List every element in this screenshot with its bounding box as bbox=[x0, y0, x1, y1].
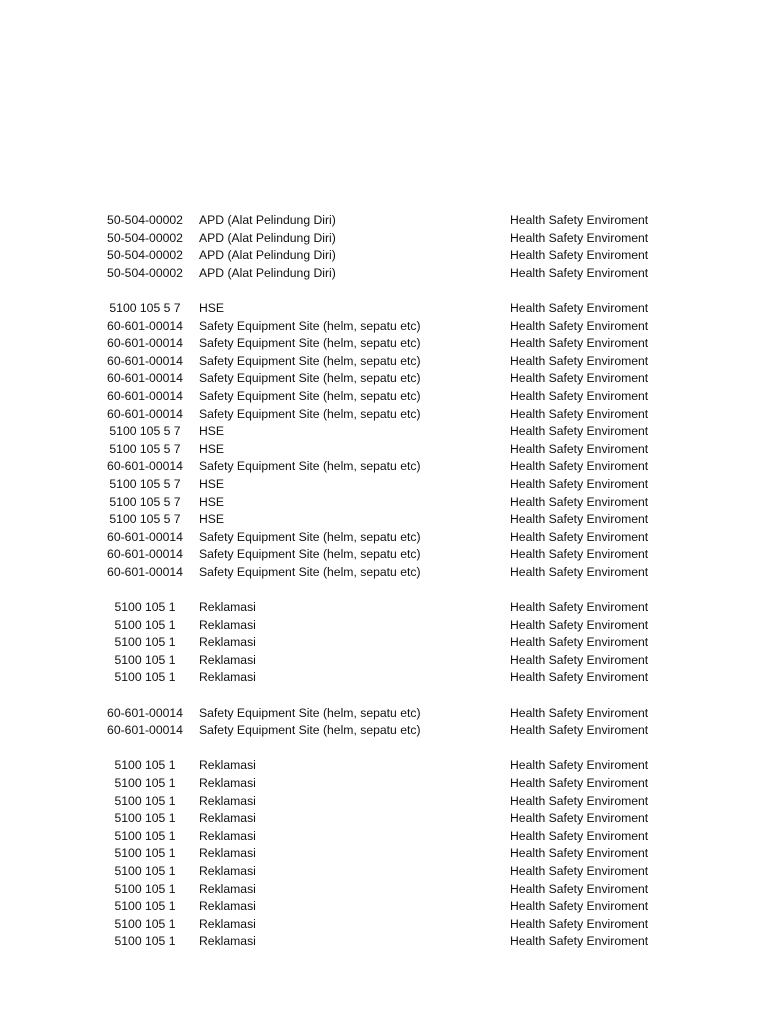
account-code-cell: 5100 105 5 7 bbox=[109, 424, 181, 439]
account-code-cell: 5100 105 1 bbox=[114, 863, 176, 878]
account-code-cell: 5100 105 5 7 bbox=[109, 441, 181, 456]
description-cell: Safety Equipment Site (helm, sepatu etc) bbox=[199, 353, 421, 368]
table-row bbox=[0, 318, 768, 336]
description-cell: Safety Equipment Site (helm, sepatu etc) bbox=[199, 388, 421, 403]
department-cell: Health Safety Enviroment bbox=[510, 617, 649, 632]
description-cell: Safety Equipment Site (helm, sepatu etc) bbox=[199, 564, 421, 579]
account-code-cell: 60-601-00014 bbox=[107, 723, 183, 738]
table-row bbox=[0, 529, 768, 547]
account-code-cell: 60-601-00014 bbox=[107, 459, 183, 474]
description-cell: Safety Equipment Site (helm, sepatu etc) bbox=[199, 459, 421, 474]
account-code-cell: 5100 105 1 bbox=[114, 635, 176, 650]
description-cell: APD (Alat Pelindung Diri) bbox=[199, 230, 336, 245]
description-cell: Reklamasi bbox=[199, 916, 256, 931]
description-cell: Reklamasi bbox=[199, 670, 256, 685]
department-cell: Health Safety Enviroment bbox=[510, 776, 649, 790]
account-code-cell: 60-601-00014 bbox=[107, 371, 183, 386]
description-cell: Safety Equipment Site (helm, sepatu etc) bbox=[199, 723, 421, 738]
account-code-cell: 5100 105 1 bbox=[114, 811, 176, 826]
department-cell: Health Safety Enviroment bbox=[510, 459, 649, 474]
spreadsheet-table bbox=[0, 212, 768, 951]
table-row bbox=[0, 757, 768, 775]
department-cell: Health Safety Enviroment bbox=[510, 529, 649, 544]
table-row bbox=[0, 599, 768, 617]
table-row bbox=[0, 212, 768, 230]
table-row bbox=[0, 669, 768, 687]
account-code-cell: 60-601-00014 bbox=[107, 318, 183, 333]
description-cell: APD (Alat Pelindung Diri) bbox=[199, 213, 336, 227]
account-code-cell: 5100 105 1 bbox=[114, 758, 176, 773]
table-row bbox=[0, 617, 768, 635]
account-code-cell: 5100 105 1 bbox=[114, 934, 176, 949]
account-code-cell: 50-504-00002 bbox=[107, 265, 183, 280]
table-row bbox=[0, 335, 768, 353]
table-row bbox=[0, 793, 768, 811]
description-cell: Safety Equipment Site (helm, sepatu etc) bbox=[199, 336, 421, 351]
department-cell: Health Safety Enviroment bbox=[510, 248, 649, 263]
table-row bbox=[0, 634, 768, 652]
account-code-cell: 5100 105 5 7 bbox=[109, 512, 181, 527]
account-code-cell: 5100 105 5 7 bbox=[109, 494, 181, 509]
description-cell: HSE bbox=[199, 476, 225, 491]
department-cell: Health Safety Enviroment bbox=[510, 353, 649, 368]
table-row bbox=[0, 494, 768, 512]
department-cell: Health Safety Enviroment bbox=[510, 758, 649, 773]
table-row bbox=[0, 441, 768, 459]
table-row bbox=[0, 511, 768, 529]
table-row bbox=[0, 546, 768, 564]
table-row bbox=[0, 300, 768, 318]
account-code-cell: 60-601-00014 bbox=[107, 705, 183, 720]
department-cell: Health Safety Enviroment bbox=[510, 793, 649, 808]
department-cell: Health Safety Enviroment bbox=[510, 265, 649, 280]
department-cell: Health Safety Enviroment bbox=[510, 670, 649, 685]
department-cell: Health Safety Enviroment bbox=[510, 441, 649, 456]
department-cell: Health Safety Enviroment bbox=[510, 723, 649, 738]
account-code-cell: 5100 105 1 bbox=[114, 670, 176, 685]
department-cell: Health Safety Enviroment bbox=[510, 424, 649, 439]
department-cell: Health Safety Enviroment bbox=[510, 300, 649, 315]
department-cell: Health Safety Enviroment bbox=[510, 828, 649, 843]
account-code-cell: 5100 105 1 bbox=[114, 652, 176, 667]
description-cell: Reklamasi bbox=[199, 652, 256, 667]
department-cell: Health Safety Enviroment bbox=[510, 406, 649, 421]
account-code-cell: 60-601-00014 bbox=[107, 388, 183, 403]
table-row bbox=[0, 898, 768, 916]
account-code-cell: 5100 105 1 bbox=[114, 617, 176, 632]
description-cell: HSE bbox=[199, 424, 225, 439]
account-code-cell: 60-601-00014 bbox=[107, 564, 183, 579]
table-row bbox=[0, 476, 768, 494]
department-cell: Health Safety Enviroment bbox=[510, 916, 649, 931]
department-cell: Health Safety Enviroment bbox=[510, 476, 649, 491]
description-cell: Reklamasi bbox=[199, 881, 256, 896]
description-cell: Safety Equipment Site (helm, sepatu etc) bbox=[199, 318, 421, 333]
department-cell: Health Safety Enviroment bbox=[510, 494, 649, 509]
description-cell: HSE bbox=[199, 494, 225, 509]
description-cell: Reklamasi bbox=[199, 793, 256, 808]
department-cell: Health Safety Enviroment bbox=[510, 652, 649, 667]
department-cell: Health Safety Enviroment bbox=[510, 705, 649, 720]
description-cell: Reklamasi bbox=[199, 635, 256, 650]
description-cell: APD (Alat Pelindung Diri) bbox=[199, 265, 336, 280]
table-row bbox=[0, 881, 768, 899]
department-cell: Health Safety Enviroment bbox=[510, 388, 649, 403]
account-code-cell: 5100 105 1 bbox=[114, 828, 176, 843]
account-code-cell: 5100 105 1 bbox=[114, 916, 176, 931]
account-code-cell: 5100 105 1 bbox=[114, 846, 176, 861]
description-cell: Safety Equipment Site (helm, sepatu etc) bbox=[199, 406, 421, 421]
description-cell: APD (Alat Pelindung Diri) bbox=[199, 248, 336, 263]
account-code-cell: 5100 105 5 7 bbox=[109, 476, 181, 491]
department-cell: Health Safety Enviroment bbox=[510, 600, 649, 615]
account-code-cell: 50-504-00002 bbox=[107, 230, 183, 245]
table-row bbox=[0, 388, 768, 406]
table-row bbox=[0, 775, 768, 793]
table-row bbox=[0, 810, 768, 828]
table-row bbox=[0, 933, 768, 951]
department-cell: Health Safety Enviroment bbox=[510, 635, 649, 650]
department-cell: Health Safety Enviroment bbox=[510, 564, 649, 579]
table-row bbox=[0, 423, 768, 441]
description-cell: Reklamasi bbox=[199, 899, 256, 914]
description-cell: HSE bbox=[199, 441, 225, 456]
blank-row bbox=[0, 282, 768, 300]
table-row bbox=[0, 230, 768, 248]
description-cell: Reklamasi bbox=[199, 828, 256, 843]
account-code-cell: 5100 105 1 bbox=[114, 776, 176, 790]
account-code-cell: 60-601-00014 bbox=[107, 529, 183, 544]
table-row bbox=[0, 652, 768, 670]
department-cell: Health Safety Enviroment bbox=[510, 318, 649, 333]
description-cell: Safety Equipment Site (helm, sepatu etc) bbox=[199, 529, 421, 544]
department-cell: Health Safety Enviroment bbox=[510, 213, 649, 227]
table-row bbox=[0, 370, 768, 388]
department-cell: Health Safety Enviroment bbox=[510, 371, 649, 386]
description-cell: Reklamasi bbox=[199, 811, 256, 826]
account-code-cell: 60-601-00014 bbox=[107, 547, 183, 562]
table-row bbox=[0, 406, 768, 424]
table-row bbox=[0, 265, 768, 283]
table-row bbox=[0, 722, 768, 740]
department-cell: Health Safety Enviroment bbox=[510, 846, 649, 861]
account-code-cell: 5100 105 5 7 bbox=[109, 300, 181, 315]
description-cell: HSE bbox=[199, 300, 225, 315]
table-row bbox=[0, 845, 768, 863]
description-cell: Safety Equipment Site (helm, sepatu etc) bbox=[199, 371, 421, 386]
account-code-cell: 5100 105 1 bbox=[114, 600, 176, 615]
department-cell: Health Safety Enviroment bbox=[510, 230, 649, 245]
account-code-cell: 60-601-00014 bbox=[107, 336, 183, 351]
description-cell: Reklamasi bbox=[199, 776, 256, 790]
account-code-cell: 60-601-00014 bbox=[107, 353, 183, 368]
description-cell: Safety Equipment Site (helm, sepatu etc) bbox=[199, 547, 421, 562]
description-cell: Reklamasi bbox=[199, 846, 256, 861]
blank-row bbox=[0, 581, 768, 599]
account-code-cell: 50-504-00002 bbox=[107, 213, 183, 227]
department-cell: Health Safety Enviroment bbox=[510, 934, 649, 949]
table-row bbox=[0, 863, 768, 881]
description-cell: HSE bbox=[199, 512, 225, 527]
department-cell: Health Safety Enviroment bbox=[510, 811, 649, 826]
table-row bbox=[0, 828, 768, 846]
table-row bbox=[0, 705, 768, 723]
description-cell: Safety Equipment Site (helm, sepatu etc) bbox=[199, 705, 421, 720]
department-cell: Health Safety Enviroment bbox=[510, 512, 649, 527]
blank-row bbox=[0, 687, 768, 705]
table-row bbox=[0, 458, 768, 476]
description-cell: Reklamasi bbox=[199, 863, 256, 878]
description-cell: Reklamasi bbox=[199, 758, 256, 773]
description-cell: Reklamasi bbox=[199, 934, 256, 949]
account-code-cell: 60-601-00014 bbox=[107, 406, 183, 421]
account-code-cell: 5100 105 1 bbox=[114, 899, 176, 914]
table-row bbox=[0, 247, 768, 265]
table-row bbox=[0, 916, 768, 934]
department-cell: Health Safety Enviroment bbox=[510, 336, 649, 351]
table-row bbox=[0, 564, 768, 582]
account-code-cell: 50-504-00002 bbox=[107, 248, 183, 263]
department-cell: Health Safety Enviroment bbox=[510, 899, 649, 914]
department-cell: Health Safety Enviroment bbox=[510, 547, 649, 562]
department-cell: Health Safety Enviroment bbox=[510, 881, 649, 896]
department-cell: Health Safety Enviroment bbox=[510, 863, 649, 878]
description-cell: Reklamasi bbox=[199, 600, 256, 615]
account-code-cell: 5100 105 1 bbox=[114, 793, 176, 808]
blank-row bbox=[0, 740, 768, 758]
description-cell: Reklamasi bbox=[199, 617, 256, 632]
table-row bbox=[0, 353, 768, 371]
account-code-cell: 5100 105 1 bbox=[114, 881, 176, 896]
